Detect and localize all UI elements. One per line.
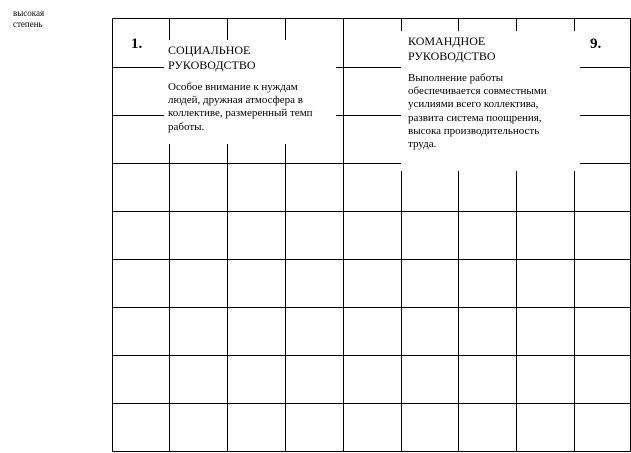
y-axis-label-line1: высокая [13, 8, 45, 18]
social-leadership-title-line2: РУКОВОДСТВО [168, 58, 256, 72]
team-leadership-box [401, 31, 580, 171]
team-leadership-title-line2: РУКОВОДСТВО [408, 49, 496, 63]
social-leadership-box [164, 40, 336, 144]
cell-number-1: 1. [131, 36, 143, 52]
social-leadership-title-line1: СОЦИАЛЬНОЕ [168, 43, 251, 57]
team-leadership-title-line1: КОМАНДНОЕ [408, 34, 486, 48]
team-leadership-title [401, 31, 580, 64]
cell-number-9: 9. [590, 36, 602, 52]
y-axis-label-line2: степень [13, 19, 43, 29]
social-leadership-description: Особое внимание к нуждам людей, дружная атмосфера в коллективе, размеренный темп работы. [168, 81, 313, 133]
social-leadership-title [164, 40, 336, 73]
team-leadership-description: Выполнение работы обеспечивается совместными усилиями всего коллектива, развита система поощрения, высока производительность труда. [408, 72, 547, 151]
